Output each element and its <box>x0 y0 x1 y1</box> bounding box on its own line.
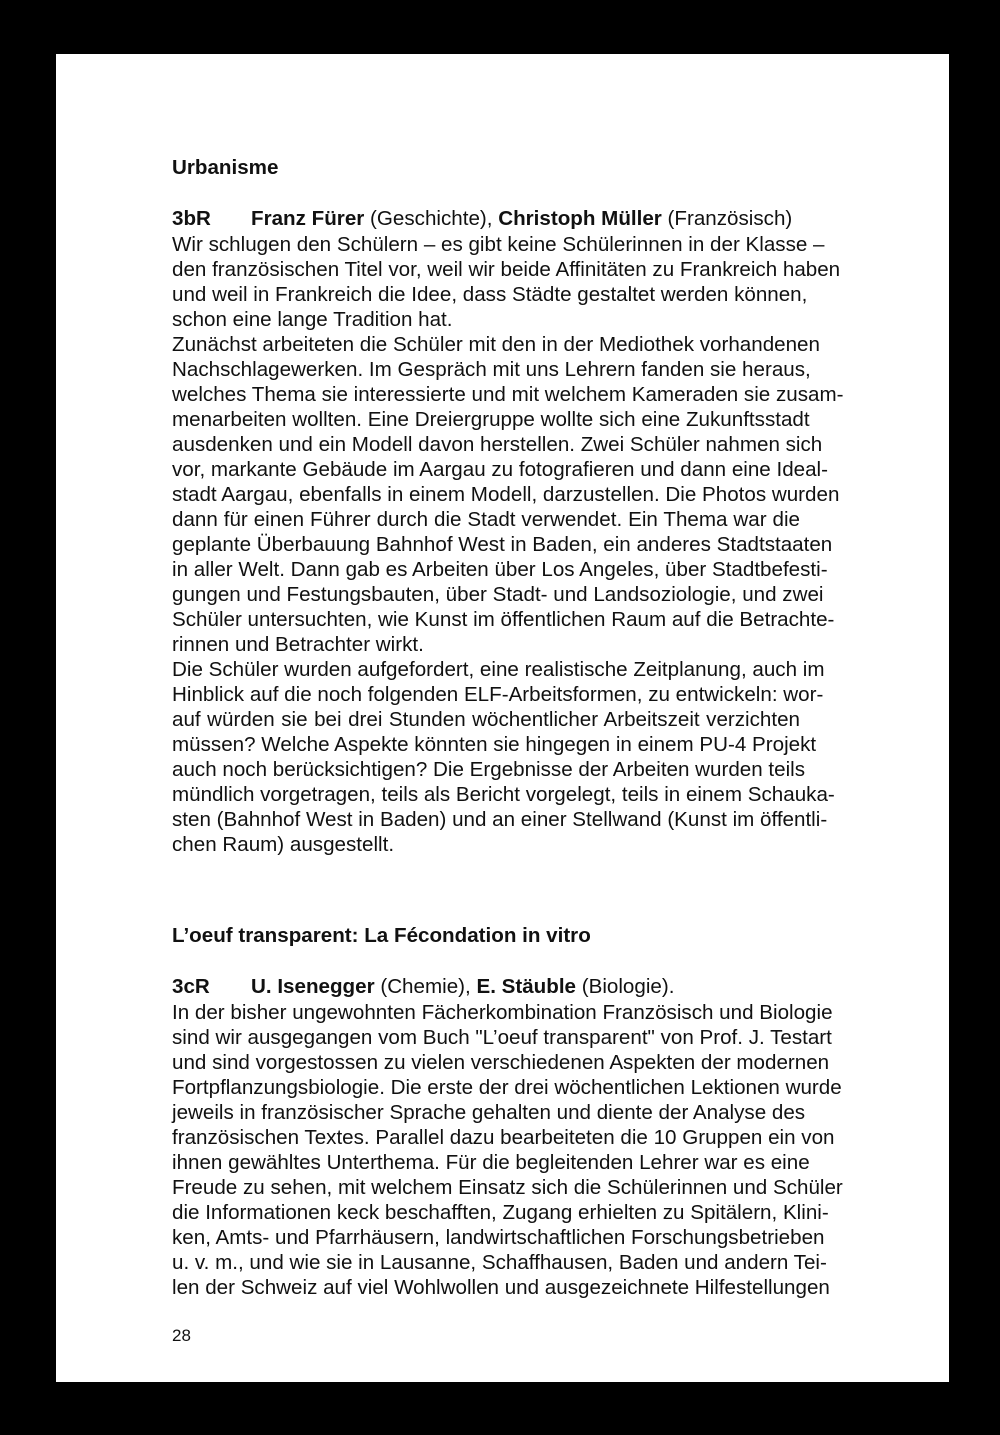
author-name: E. Stäuble <box>476 975 577 998</box>
author-subject: (Französisch) <box>661 207 793 230</box>
paragraph-line: sten (Bahnhof West in Baden) und an einer Stellwand (Kunst im öffentli- <box>172 808 828 831</box>
paragraph-line: ken, Amts- und Pfarrhäusern, landwirtschaftlichen Forschungsbetrieben <box>172 1226 825 1249</box>
section-heading-loeuf: L’oeuf transparent: La Fécondation in vitro <box>172 924 591 947</box>
paragraph-line: In der bisher ungewohnten Fächerkombination Französisch und Biologie <box>172 1001 833 1024</box>
document-page <box>56 54 949 1382</box>
class-code: 3bR <box>172 207 211 230</box>
authors-line <box>251 207 792 231</box>
paragraph-line: Schüler untersuchten, wie Kunst im öffentlichen Raum auf die Betrachte- <box>172 608 835 631</box>
paragraph-line: Zunächst arbeiteten die Schüler mit den in der Mediothek vorhandenen <box>172 333 820 356</box>
class-code: 3cR <box>172 975 210 998</box>
paragraph-line: in aller Welt. Dann gab es Arbeiten über Los Angeles, über Stadtbefesti- <box>172 558 828 581</box>
page-number: 28 <box>172 1326 191 1345</box>
paragraph-line: schon eine lange Tradition hat. <box>172 308 453 331</box>
paragraph-line: jeweils in französischer Sprache gehalten und diente der Analyse des <box>172 1101 806 1124</box>
paragraph-line: französischen Textes. Parallel dazu bearbeiteten die 10 Gruppen ein von <box>172 1126 835 1149</box>
paragraph-line: rinnen und Betrachter wirkt. <box>172 633 424 656</box>
paragraph-line: Nachschlagewerken. Im Gespräch mit uns Lehrern fanden sie heraus, <box>172 358 811 381</box>
paragraph-line: len der Schweiz auf viel Wohlwollen und ausgezeichnete Hilfestellungen <box>172 1276 830 1299</box>
paragraph-line: vor, markante Gebäude im Aargau zu fotografieren und dann eine Ideal- <box>172 458 828 481</box>
paragraph-line: chen Raum) ausgestellt. <box>172 833 395 856</box>
paragraph-line: u. v. m., und wie sie in Lausanne, Schaffhausen, Baden und andern Tei- <box>172 1251 827 1274</box>
paragraph-line: Wir schlugen den Schülern – es gibt keine Schülerinnen in der Klasse – <box>172 233 825 256</box>
paragraph-line: auf würden sie bei drei Stunden wöchentlicher Arbeitszeit verzichten <box>172 708 800 731</box>
paragraph-line: welches Thema sie interessierte und mit welchem Kameraden sie zusam- <box>172 383 844 406</box>
author-name: Christoph Müller <box>498 207 662 230</box>
paragraph-line: ihnen gewähltes Unterthema. Für die begleitenden Lehrer war es eine <box>172 1151 810 1174</box>
paragraph-line: Die Schüler wurden aufgefordert, eine realistische Zeitplanung, auch im <box>172 658 825 681</box>
paragraph-line: geplante Überbauung Bahnhof West in Baden, ein anderes Stadtstaaten <box>172 533 833 556</box>
author-name: Franz Fürer <box>251 207 365 230</box>
paragraph-line: menarbeiten wollten. Eine Dreiergruppe wollte sich eine Zukunftsstadt <box>172 408 810 431</box>
paragraph-line: den französischen Titel vor, weil wir beide Affinitäten zu Frankreich haben <box>172 258 841 281</box>
paragraph-line: gungen und Festungsbauten, über Stadt- und Landsoziologie, und zwei <box>172 583 824 606</box>
paragraph-line: und sind vorgestossen zu vielen verschiedenen Aspekten der modernen <box>172 1051 830 1074</box>
paragraph-line: stadt Aargau, ebenfalls in einem Modell, darzustellen. Die Photos wurden <box>172 483 840 506</box>
paragraph-line: mündlich vorgetragen, teils als Bericht vorgelegt, teils in einem Schauka- <box>172 783 835 806</box>
author-name: U. Isenegger <box>251 975 375 998</box>
paragraph-line: Hinblick auf die noch folgenden ELF-Arbeitsformen, zu entwickeln: wor- <box>172 683 824 706</box>
paragraph-line: die Informationen keck beschafften, Zugang erhielten zu Spitälern, Klini- <box>172 1201 829 1224</box>
section-heading-urbanisme: Urbanisme <box>172 156 279 179</box>
author-subject: (Chemie), <box>374 975 477 998</box>
paragraph-line: und weil in Frankreich die Idee, dass Städte gestaltet werden können, <box>172 283 808 306</box>
paragraph-line: Freude zu sehen, mit welchem Einsatz sich die Schülerinnen und Schüler <box>172 1176 843 1199</box>
paragraph-line: dann für einen Führer durch die Stadt verwendet. Ein Thema war die <box>172 508 800 531</box>
author-subject: (Geschichte), <box>364 207 499 230</box>
paragraph-line: Fortpflanzungsbiologie. Die erste der drei wöchentlichen Lektionen wurde <box>172 1076 842 1099</box>
author-subject: (Biologie). <box>576 975 675 998</box>
paragraph-line: ausdenken und ein Modell davon herstellen. Zwei Schüler nahmen sich <box>172 433 823 456</box>
authors-line <box>251 975 674 999</box>
paragraph-line: sind wir ausgegangen vom Buch "L’oeuf transparent" von Prof. J. Testart <box>172 1026 832 1049</box>
paragraph-line: auch noch berücksichtigen? Die Ergebnisse der Arbeiten wurden teils <box>172 758 806 781</box>
paragraph-line: müssen? Welche Aspekte könnten sie hingegen in einem PU-4 Projekt <box>172 733 817 756</box>
